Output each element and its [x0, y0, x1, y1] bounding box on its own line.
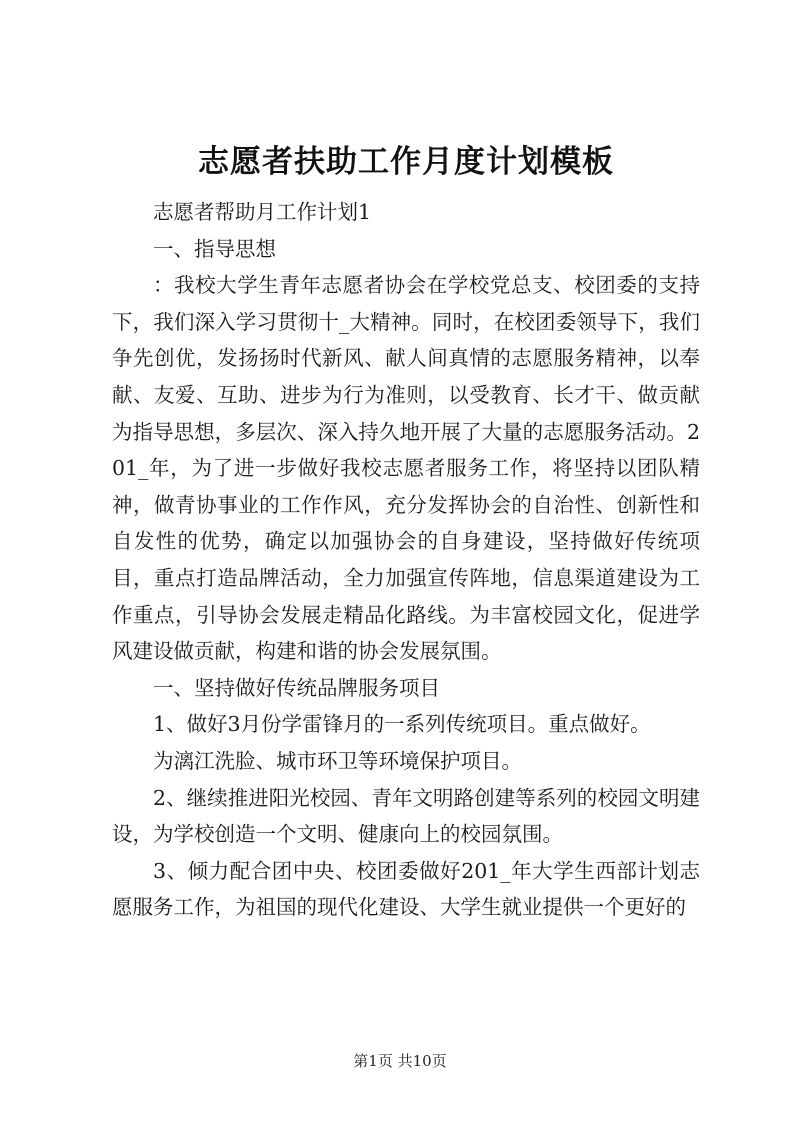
list-item-3: 3、倾力配合团中央、校团委做好201_年大学生西部计划志愿服务工作，为祖国的现代化建设、大学生就业提供一个更好的: [112, 858, 700, 920]
list-item-1: 1、做好3月份学雷锋月的一系列传统项目。重点做好。: [153, 712, 651, 737]
page-footer: 第1页 共10页: [353, 1052, 447, 1070]
document-title: 志愿者扶助工作月度计划模板: [198, 144, 614, 180]
body-paragraph: ：我校大学生青年志愿者协会在学校党总支、校团委的支持下，我们深入学习贯彻十_大精神。同时，在校团委领导下，我们争先创优，发扬扬时代新风、献人间真情的志愿服务精神，以奉献、友爱、互助、进步为行为准则，以受教育、长才干、做贡献为指导思想，多层次、深入持久地开展了大量的志愿服务活动。201_年，为了进一步做好我校志愿者服务工作，将坚持以团队精神，做青协事业的工作作风，充分发挥协会的自治性、创新性和自发性的优势，确定以加强协会的自身建设，坚持做好传统项目，重点打造品牌活动，全力加强宣传阵地，信息渠道建设为工作重点，引导协会发展走精品化路线。为丰富校园文化，促进学风建设做贡献，构建和谐的协会发展氛围。: [112, 273, 700, 664]
list-item-1-continued: 为漓江洗脸、城市环卫等环境保护项目。: [153, 748, 522, 773]
subtitle-paragraph: 志愿者帮助月工作计划1: [153, 200, 372, 224]
list-item-2: 2、继续推进阳光校园、青年文明路创建等系列的校园文明建设，为学校创造一个文明、健康向上的校园氛围。: [112, 785, 700, 847]
section-heading-guiding-thought: 一、指导思想: [153, 236, 276, 261]
section-heading-traditional-projects: 一、坚持做好传统品牌服务项目: [153, 675, 440, 700]
